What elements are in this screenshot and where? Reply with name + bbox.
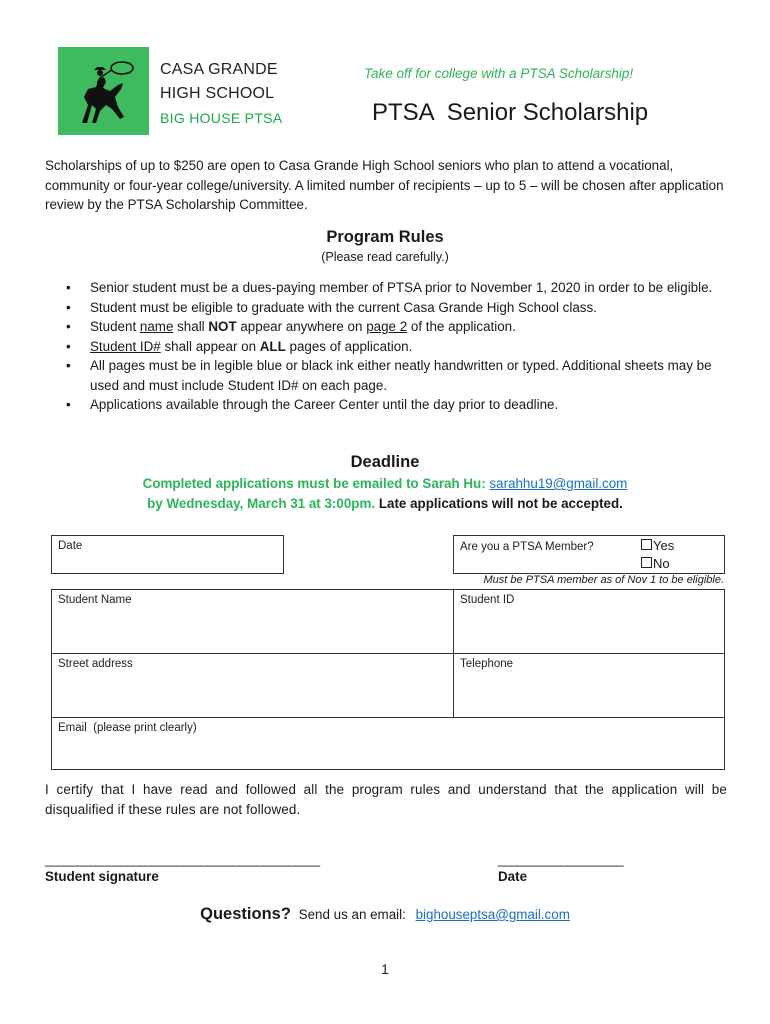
rule-text-underlined: page 2 bbox=[366, 319, 408, 334]
rules-subheading: (Please read carefully.) bbox=[321, 250, 449, 264]
rule-text: Student must be eligible to graduate with the current Casa Grande High School class. bbox=[90, 299, 597, 315]
rule-item bbox=[66, 356, 726, 395]
checkbox-icon[interactable] bbox=[641, 539, 652, 550]
rule-text-part: of the application. bbox=[407, 319, 516, 334]
rule-text-part: shall appear on bbox=[160, 338, 260, 354]
tagline: Take off for college with a PTSA Scholarship! bbox=[364, 66, 634, 81]
rule-text-part: shall bbox=[173, 319, 209, 334]
bullet-icon: • bbox=[66, 280, 71, 295]
deadline-email-line bbox=[0, 476, 770, 491]
bullet-icon: • bbox=[66, 299, 71, 315]
deadline-date: by Wednesday, March 31 at 3:00pm. bbox=[147, 496, 376, 511]
rule-text-bold: NOT bbox=[208, 319, 237, 334]
date-field[interactable] bbox=[51, 535, 284, 574]
rule-text: Senior student must be a dues-paying member of PTSA prior to November 1, 2020 in order to be eligible. bbox=[90, 280, 713, 295]
student-name-field[interactable] bbox=[51, 589, 454, 654]
rule-text-part: appear anywhere on bbox=[236, 319, 367, 334]
street-address-field[interactable] bbox=[51, 653, 454, 718]
ptsa-name: BIG HOUSE PTSA bbox=[160, 110, 283, 126]
bullet-icon: • bbox=[66, 397, 71, 412]
cowboy-on-horse-icon bbox=[66, 55, 142, 129]
questions-line bbox=[0, 905, 770, 924]
rule-item bbox=[66, 337, 726, 357]
rules-heading: Program Rules bbox=[326, 228, 444, 246]
bullet-icon: • bbox=[66, 358, 71, 373]
telephone-field[interactable] bbox=[453, 653, 725, 718]
email-label: Email (please print clearly) bbox=[58, 722, 197, 734]
rule-item bbox=[66, 278, 726, 298]
street-address-label: Street address bbox=[58, 658, 133, 670]
rule-item bbox=[66, 395, 726, 415]
date-signature-line[interactable]: ____________________ bbox=[498, 852, 623, 867]
rules-list bbox=[66, 278, 726, 415]
date-field-label: Date bbox=[58, 540, 83, 552]
page-title: PTSA Senior Scholarship bbox=[372, 99, 649, 126]
checkbox-icon[interactable] bbox=[641, 557, 652, 568]
student-id-field[interactable] bbox=[453, 589, 725, 654]
rule-item bbox=[66, 317, 726, 337]
ptsa-member-field bbox=[453, 535, 725, 574]
deadline-heading: Deadline bbox=[350, 453, 420, 471]
bullet-icon: • bbox=[66, 319, 71, 334]
email-field[interactable] bbox=[51, 717, 725, 770]
deadline-email-link[interactable]: sarahhu19@gmail.com bbox=[489, 476, 628, 491]
no-label: No bbox=[653, 556, 670, 571]
certification-text: I certify that I have read and followed all the program rules and understand that the application will be disqualified if these rules are not followed. bbox=[45, 782, 727, 817]
rule-text-underlined: Student ID# bbox=[90, 338, 161, 354]
questions-text: Send us an email: bbox=[298, 907, 406, 922]
student-signature-line[interactable]: ____________________________________________ bbox=[45, 852, 320, 867]
student-name-label: Student Name bbox=[58, 594, 132, 606]
deadline-instruction: Completed applications must be emailed to Sarah Hu: bbox=[142, 476, 486, 491]
school-name-line2: HIGH SCHOOL bbox=[160, 85, 275, 102]
student-id-label: Student ID bbox=[460, 594, 515, 606]
student-signature-label: Student signature bbox=[45, 869, 159, 884]
questions-email-link[interactable]: bighouseptsa@gmail.com bbox=[415, 907, 570, 922]
member-note: Must be PTSA member as of Nov 1 to be eligible. bbox=[483, 574, 724, 586]
ptsa-member-question: Are you a PTSA Member? bbox=[460, 541, 594, 553]
date-signature-label: Date bbox=[498, 869, 528, 884]
rule-text: All pages must be in legible blue or black ink either neatly handwritten or typed. Additional sheets may be used and must include Student ID# on each page. bbox=[90, 358, 712, 393]
no-checkbox[interactable] bbox=[641, 556, 670, 571]
late-notice: Late applications will not be accepted. bbox=[378, 496, 623, 511]
intro-paragraph: Scholarships of up to $250 are open to Casa Grande High School seniors who plan to attend a vocational, community or four-year college/university. A limited number of recipients – up to 5 – will be chosen after application review by the PTSA Scholarship Committee. bbox=[45, 158, 724, 212]
bullet-icon: • bbox=[66, 338, 71, 354]
page-number: 1 bbox=[381, 961, 389, 977]
yes-checkbox[interactable] bbox=[641, 538, 674, 553]
rule-text-part: pages of application. bbox=[285, 338, 413, 354]
deadline-date-line bbox=[0, 496, 770, 511]
school-name-line1: CASA GRANDE bbox=[160, 61, 278, 78]
rule-text-part: Student bbox=[90, 319, 140, 334]
rule-item bbox=[66, 298, 726, 318]
school-logo bbox=[58, 47, 149, 135]
questions-label: Questions? bbox=[200, 905, 291, 923]
rule-text-underlined: name bbox=[139, 319, 174, 334]
rule-text-bold: ALL bbox=[259, 338, 286, 354]
yes-label: Yes bbox=[653, 538, 675, 553]
rule-text: Applications available through the Career Center until the day prior to deadline. bbox=[90, 397, 559, 412]
telephone-label: Telephone bbox=[460, 658, 514, 670]
